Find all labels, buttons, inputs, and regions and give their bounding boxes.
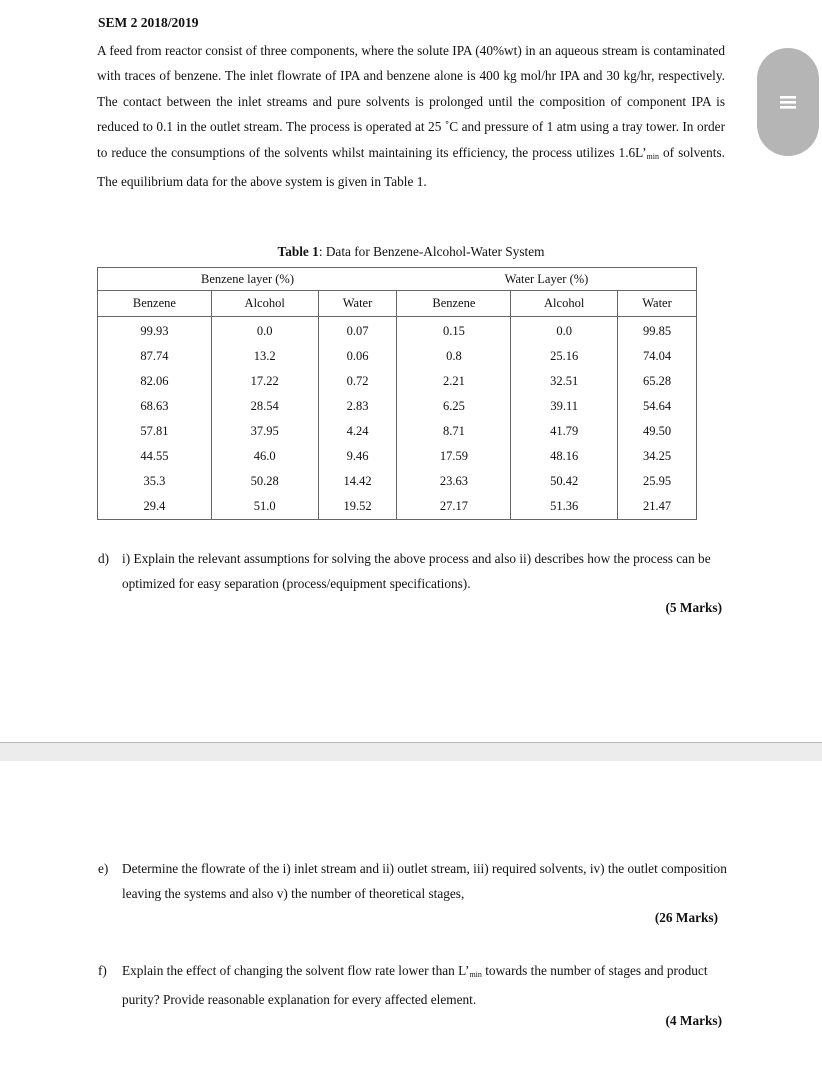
table-cell: 32.51 <box>511 369 618 394</box>
table-row <box>98 317 697 345</box>
table-cell: 17.59 <box>397 444 511 469</box>
table-row <box>98 494 697 520</box>
intro-text-1: A feed from reactor consist of three components, where the solute IPA (40%wt) in an aqueous stream is contaminated with traces of benzene. The inlet flowrate of IPA and benzene alone is 400 kg mol/hr IPA and 30 kg/hr, respectively. The contact between the inlet streams and pure solvents is prolonged until the composition of component IPA is reduced to 0.1 in the outlet stream. The process is operated at 25 ˚C and pressure of 1 atm using a tray tower. In order to reduce the consumptions of the solvents whilst maintaining its efficiency, the process utilizes 1.6L’ <box>97 43 725 160</box>
table-cell: 49.50 <box>618 419 697 444</box>
menu-button[interactable] <box>757 48 819 156</box>
intro-text-2: of solvents. The equilibrium data for the above system is given in Table 1. <box>97 144 725 190</box>
table-cell: 51.0 <box>211 494 318 520</box>
table-cell: 65.28 <box>618 369 697 394</box>
table-cell: 37.95 <box>211 419 318 444</box>
question-f-marks: (4 Marks) <box>665 1013 722 1028</box>
question-f-label: f) <box>98 963 107 978</box>
table-cell: 74.04 <box>618 344 697 369</box>
table-cell: 87.74 <box>98 344 212 369</box>
question-f-text-b: towards the number of stages and product purity? Provide reasonable explanation for every affected element. <box>122 963 708 1008</box>
page-divider <box>0 742 822 762</box>
table-cell: 2.21 <box>397 369 511 394</box>
table-cell: 23.63 <box>397 469 511 494</box>
column-header: Alcohol <box>511 291 618 317</box>
table-row <box>98 344 697 369</box>
question-e-text: Determine the flowrate of the i) inlet stream and ii) outlet stream, iii) required solvents, iv) the outlet composition leaving the systems and also v) the number of theoretical stages, <box>122 861 727 902</box>
question-d-marks: (5 Marks) <box>665 600 722 615</box>
table-cell: 46.0 <box>211 444 318 469</box>
column-header: Alcohol <box>211 291 318 317</box>
table-row <box>98 444 697 469</box>
table-cell: 13.2 <box>211 344 318 369</box>
table-cell: 39.11 <box>511 394 618 419</box>
question-e <box>98 856 728 907</box>
table-row <box>98 419 697 444</box>
table-cell: 0.15 <box>397 317 511 345</box>
question-f <box>98 958 728 1013</box>
problem-statement <box>97 38 725 194</box>
table-cell: 25.95 <box>618 469 697 494</box>
table-cell: 0.06 <box>318 344 397 369</box>
table-cell: 4.24 <box>318 419 397 444</box>
table-cell: 14.42 <box>318 469 397 494</box>
table-row <box>98 394 697 419</box>
table-cell: 51.36 <box>511 494 618 520</box>
table-cell: 2.83 <box>318 394 397 419</box>
question-d <box>98 546 728 597</box>
table-caption-text: : Data for Benzene-Alcohol-Water System <box>318 244 545 259</box>
table-cell: 34.25 <box>618 444 697 469</box>
table-row <box>98 369 697 394</box>
table-cell: 27.17 <box>397 494 511 520</box>
table-cell: 28.54 <box>211 394 318 419</box>
question-e-label: e) <box>98 861 109 876</box>
table-group-header-row <box>98 268 697 291</box>
table-cell: 8.71 <box>397 419 511 444</box>
question-d-text: i) Explain the relevant assumptions for solving the above process and also ii) describes how the process can be optimized for easy separation (process/equipment specifications). <box>122 551 711 592</box>
table-caption <box>97 244 725 260</box>
table-cell: 54.64 <box>618 394 697 419</box>
table-cell: 29.4 <box>98 494 212 520</box>
table-cell: 21.47 <box>618 494 697 520</box>
question-d-label: d) <box>98 551 110 566</box>
intro-subscript: min <box>646 151 659 161</box>
question-e-marks: (26 Marks) <box>654 910 718 925</box>
table-cell: 0.07 <box>318 317 397 345</box>
table-cell: 50.28 <box>211 469 318 494</box>
table-body <box>98 317 697 520</box>
table-cell: 0.8 <box>397 344 511 369</box>
benzene-layer-header: Benzene layer (%) <box>98 268 397 291</box>
question-f-subscript: min <box>469 970 482 979</box>
table-caption-label: Table 1 <box>277 244 319 259</box>
column-header: Water <box>618 291 697 317</box>
table-row <box>98 469 697 494</box>
table-cell: 0.0 <box>211 317 318 345</box>
table-cell: 35.3 <box>98 469 212 494</box>
table-cell: 0.72 <box>318 369 397 394</box>
page-heading: SEM 2 2018/2019 <box>98 15 199 30</box>
table-cell: 9.46 <box>318 444 397 469</box>
column-header: Benzene <box>98 291 212 317</box>
table-cell: 44.55 <box>98 444 212 469</box>
table-cell: 99.93 <box>98 317 212 345</box>
table-cell: 57.81 <box>98 419 212 444</box>
document-page-bottom <box>0 761 822 1080</box>
table-cell: 17.22 <box>211 369 318 394</box>
table-cell: 25.16 <box>511 344 618 369</box>
column-header: Water <box>318 291 397 317</box>
question-f-text <box>122 958 728 1013</box>
table-cell: 0.0 <box>511 317 618 345</box>
table-cell: 82.06 <box>98 369 212 394</box>
table-cell: 41.79 <box>511 419 618 444</box>
table-cell: 50.42 <box>511 469 618 494</box>
column-header: Benzene <box>397 291 511 317</box>
water-layer-header: Water Layer (%) <box>397 268 697 291</box>
table-cell: 48.16 <box>511 444 618 469</box>
equilibrium-data-table <box>97 267 697 520</box>
table-cell: 19.52 <box>318 494 397 520</box>
menu-icon <box>777 89 799 115</box>
table-cell: 99.85 <box>618 317 697 345</box>
question-f-text-a: Explain the effect of changing the solvent flow rate lower than L’ <box>122 963 470 978</box>
table-cell: 68.63 <box>98 394 212 419</box>
table-column-header-row <box>98 291 697 317</box>
table-cell: 6.25 <box>397 394 511 419</box>
